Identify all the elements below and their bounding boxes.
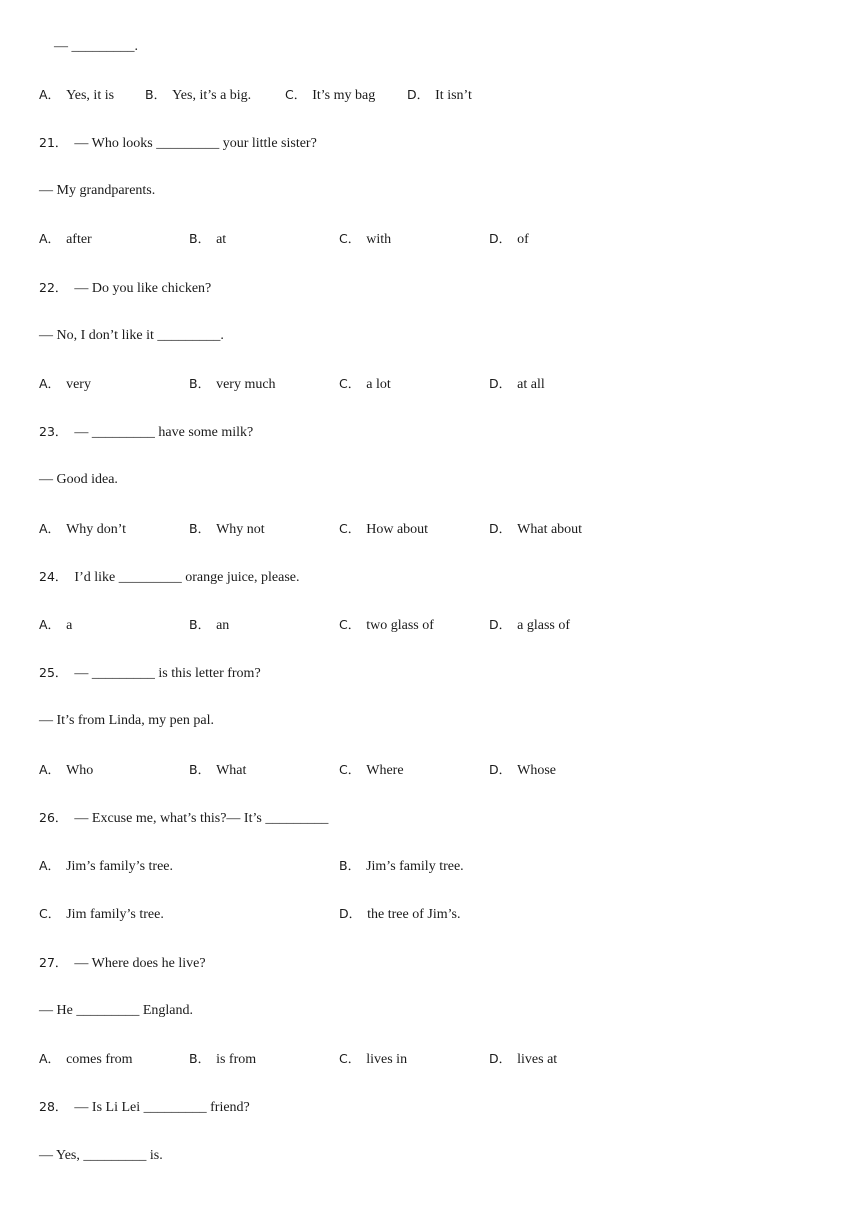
option-letter: B． <box>339 858 361 873</box>
option-letter: C． <box>285 87 307 102</box>
option-text: an <box>216 618 230 633</box>
answer-option[interactable] <box>39 518 126 540</box>
option-text: very <box>66 377 91 392</box>
answer-option[interactable] <box>39 1048 133 1070</box>
option-text: after <box>66 232 92 247</box>
option-letter: B． <box>189 231 211 246</box>
option-letter: D． <box>489 521 512 536</box>
option-letter: A． <box>39 762 61 777</box>
question-text: — Where does he live? <box>74 956 206 971</box>
answer-option[interactable] <box>189 1048 256 1070</box>
question-stem <box>39 421 253 443</box>
option-letter: D． <box>489 617 512 632</box>
option-text: the tree of Jim’s. <box>367 907 461 922</box>
option-text: Whose <box>517 763 557 778</box>
option-letter: D． <box>339 906 362 921</box>
option-letter: B． <box>189 1051 211 1066</box>
answer-option[interactable] <box>489 373 545 395</box>
answer-option[interactable] <box>189 228 226 250</box>
question-number: 24． <box>39 569 68 584</box>
question-text: — Who looks _________ your little sister? <box>74 136 317 151</box>
option-letter: C． <box>339 1051 361 1066</box>
option-letter: A． <box>39 87 61 102</box>
answer-option[interactable] <box>339 1048 407 1070</box>
answer-option[interactable] <box>189 373 276 395</box>
option-text: with <box>366 232 392 247</box>
answer-option[interactable] <box>39 84 114 106</box>
option-letter: C． <box>339 376 361 391</box>
question-number: 26． <box>39 810 68 825</box>
answer-option[interactable] <box>339 228 391 250</box>
question-text: I’d like _________ orange juice, please. <box>74 570 300 585</box>
dialogue-line: — My grandparents. <box>39 183 156 198</box>
question-number: 27． <box>39 955 68 970</box>
option-text: What <box>216 763 247 778</box>
option-letter: A． <box>39 617 61 632</box>
question-text: — _________ is this letter from? <box>74 666 261 681</box>
option-letter: C． <box>39 906 61 921</box>
answer-option[interactable] <box>489 518 582 540</box>
option-text: a lot <box>366 377 391 392</box>
answer-option[interactable] <box>39 855 173 877</box>
option-text: Who <box>66 763 94 778</box>
answer-option[interactable] <box>489 759 556 781</box>
dialogue-line: — No, I don’t like it _________. <box>39 328 224 343</box>
dialogue-line: — Yes, _________ is. <box>39 1148 163 1163</box>
option-text: It isn’t <box>435 88 472 103</box>
option-text: at all <box>517 377 545 392</box>
option-text: Jim family’s tree. <box>66 907 164 922</box>
option-text: a <box>66 618 73 633</box>
option-letter: B． <box>145 87 167 102</box>
option-letter: B． <box>189 376 211 391</box>
option-text: What about <box>517 522 583 537</box>
answer-option[interactable] <box>339 759 404 781</box>
option-letter: A． <box>39 376 61 391</box>
option-text: is from <box>216 1052 257 1067</box>
option-letter: C． <box>339 231 361 246</box>
answer-option[interactable] <box>407 84 472 106</box>
answer-option[interactable] <box>285 84 375 106</box>
answer-option[interactable] <box>39 373 91 395</box>
question-stem <box>39 277 211 299</box>
option-text: lives in <box>366 1052 408 1067</box>
option-letter: D． <box>489 762 512 777</box>
option-text: a glass of <box>517 618 571 633</box>
answer-option[interactable] <box>39 759 93 781</box>
question-stem <box>39 1096 250 1118</box>
option-letter: A． <box>39 231 61 246</box>
question-text: — Do you like chicken? <box>74 281 212 296</box>
answer-option[interactable] <box>39 228 92 250</box>
option-text: comes from <box>66 1052 133 1067</box>
question-stem <box>39 662 261 684</box>
question-stem <box>39 952 206 974</box>
option-text: Why don’t <box>66 522 127 537</box>
question-number: 28． <box>39 1099 68 1114</box>
option-text: It’s my bag <box>312 88 376 103</box>
dialogue-line: — _________. <box>54 39 138 54</box>
dialogue-line: — He _________ England. <box>39 1003 193 1018</box>
answer-option[interactable] <box>145 84 251 106</box>
option-text: two glass of <box>366 618 434 633</box>
option-text: Where <box>366 763 404 778</box>
question-text: — Excuse me, what’s this?— It’s _________ <box>74 811 329 826</box>
answer-option[interactable] <box>39 903 164 925</box>
option-letter: A． <box>39 858 61 873</box>
option-text: Jim’s family tree. <box>366 859 464 874</box>
option-letter: D． <box>489 1051 512 1066</box>
option-letter: B． <box>189 521 211 536</box>
question-number: 21． <box>39 135 68 150</box>
option-letter: D． <box>489 231 512 246</box>
option-letter: C． <box>339 521 361 536</box>
question-stem <box>39 132 317 154</box>
option-text: Jim’s family’s tree. <box>66 859 173 874</box>
option-text: Why not <box>216 522 265 537</box>
question-number: 25． <box>39 665 68 680</box>
option-letter: A． <box>39 521 61 536</box>
question-text: — _________ have some milk? <box>74 425 254 440</box>
answer-option[interactable] <box>489 228 529 250</box>
option-text: Yes, it is <box>66 88 115 103</box>
option-text: at <box>216 232 227 247</box>
question-stem <box>39 807 328 829</box>
option-letter: B． <box>189 617 211 632</box>
option-letter: C． <box>339 617 361 632</box>
question-stem <box>39 566 300 588</box>
option-text: Yes, it’s a big. <box>172 88 252 103</box>
question-text: — Is Li Lei _________ friend? <box>74 1100 250 1115</box>
answer-option[interactable] <box>339 518 428 540</box>
answer-option[interactable] <box>339 855 464 877</box>
option-text: How about <box>366 522 429 537</box>
option-text: of <box>517 232 529 247</box>
question-number: 22． <box>39 280 68 295</box>
answer-option[interactable] <box>189 518 265 540</box>
answer-option[interactable] <box>339 373 391 395</box>
answer-option[interactable] <box>339 614 434 636</box>
answer-option[interactable] <box>489 614 570 636</box>
answer-option[interactable] <box>339 903 460 925</box>
answer-option[interactable] <box>39 614 72 636</box>
dialogue-line: — Good idea. <box>39 472 118 487</box>
option-letter: C． <box>339 762 361 777</box>
option-letter: D． <box>407 87 430 102</box>
option-letter: B． <box>189 762 211 777</box>
option-letter: D． <box>489 376 512 391</box>
option-text: lives at <box>517 1052 558 1067</box>
question-number: 23． <box>39 424 68 439</box>
dialogue-line: — It’s from Linda, my pen pal. <box>39 713 214 728</box>
answer-option[interactable] <box>489 1048 557 1070</box>
option-text: very much <box>216 377 276 392</box>
option-letter: A． <box>39 1051 61 1066</box>
answer-option[interactable] <box>189 759 246 781</box>
answer-option[interactable] <box>189 614 229 636</box>
